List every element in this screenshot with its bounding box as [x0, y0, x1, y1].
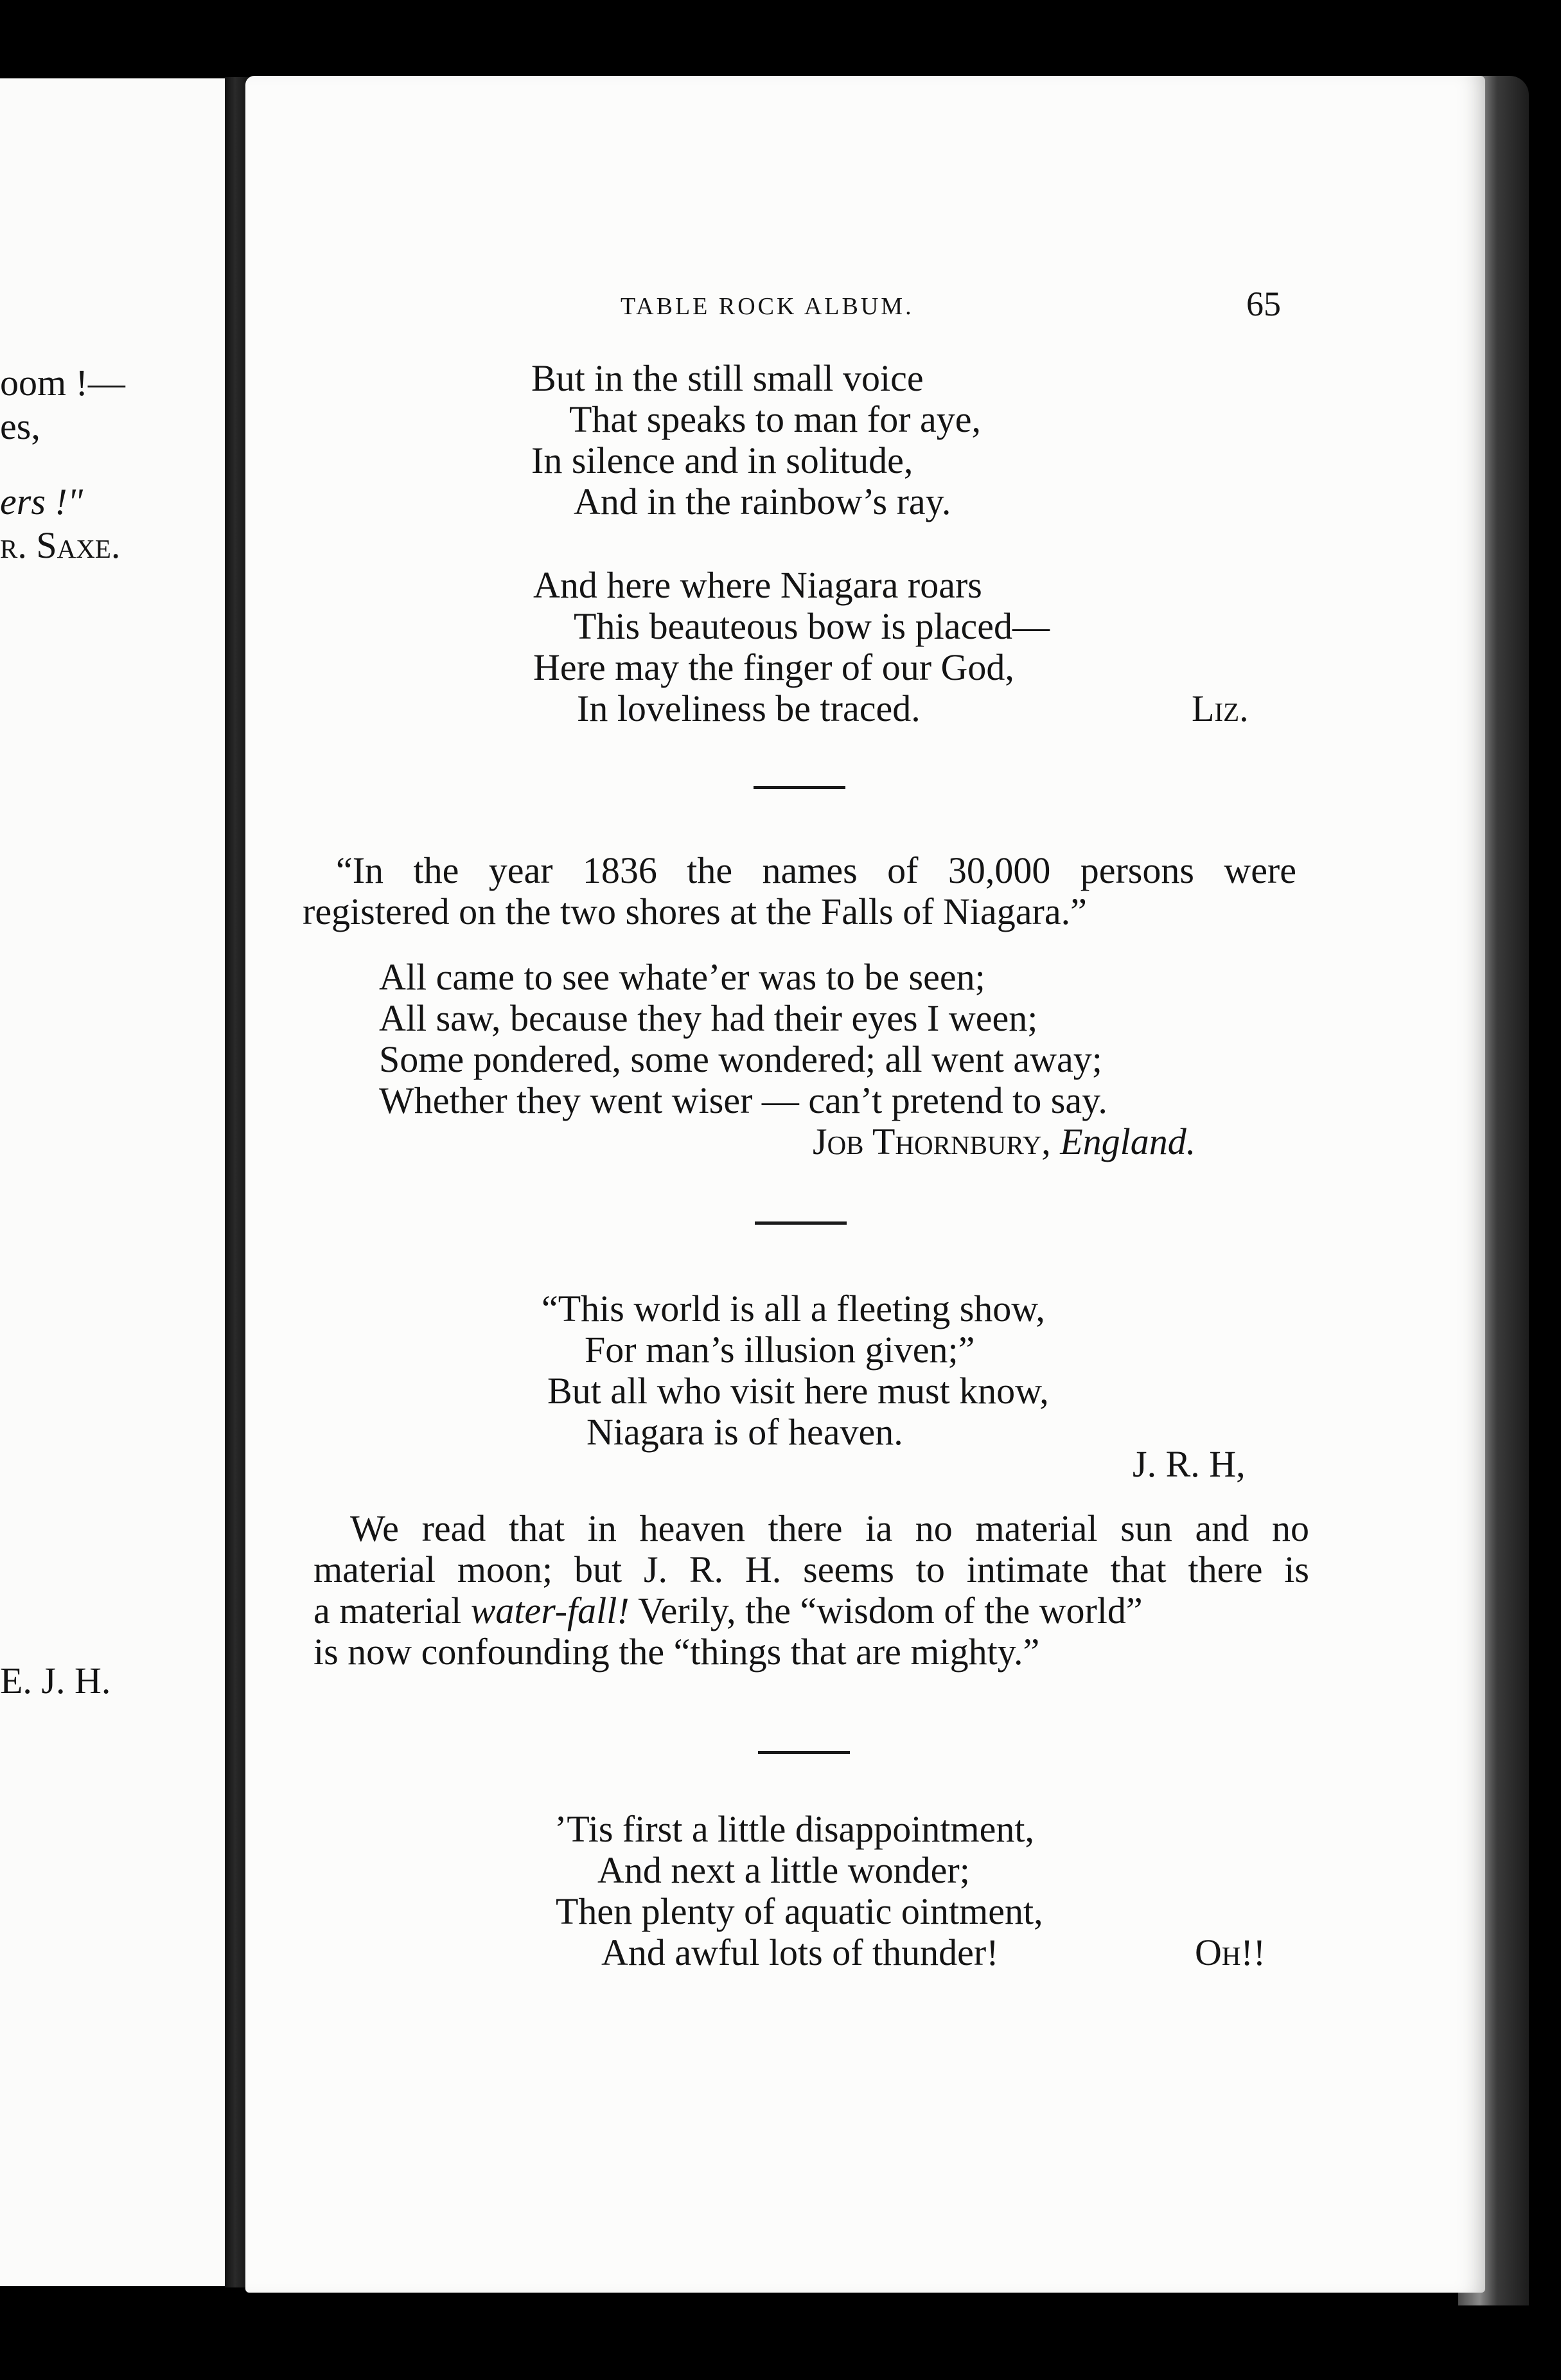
verse2-signature — [813, 1123, 1195, 1160]
prose-line-3-end: Verily, the “wisdom of the world” — [638, 1590, 1143, 1631]
poem1-line-3: In silence and in solitude, — [531, 440, 913, 481]
verse3-signature: J. R. H, — [1133, 1443, 1246, 1485]
verse3-line-3: But all who visit here must know, — [547, 1370, 1049, 1412]
section-divider — [754, 786, 845, 789]
left-fragment-1: oom !— — [0, 362, 125, 404]
poem1-line-6: This beauteous bow is placed— — [574, 605, 1050, 647]
verse3-line-1: “This world is all a fleeting show, — [542, 1288, 1045, 1329]
left-fragment-3: ers !" — [0, 481, 84, 522]
page-number: 65 — [1246, 285, 1281, 323]
quote-line-2: registered on the two shores at the Falls of Niagara.” — [303, 891, 1087, 932]
left-fragment-2: es, — [0, 405, 40, 447]
verse4-line-2: And next a little wonder; — [597, 1849, 970, 1891]
verse3-line-2: For man’s illusion given;” — [585, 1329, 975, 1371]
poem1-line-4: And in the rainbow’s ray. — [574, 481, 951, 522]
prose-line-3-start: a material — [313, 1590, 462, 1631]
verse2-line-3: Some pondered, some wondered; all went away; — [379, 1038, 1102, 1080]
verse4-line-1: ’Tis first a little disappointment, — [554, 1808, 1035, 1850]
poem1-line-7: Here may the finger of our God, — [533, 646, 1014, 688]
running-title: TABLE ROCK ALBUM. — [621, 293, 914, 320]
verse4-signature: Oh!! — [1195, 1932, 1266, 1973]
poem1-signature: Liz. — [1192, 688, 1249, 729]
poem1-line-5: And here where Niagara roars — [533, 564, 982, 606]
prose-line-2: material moon; but J. R. H. seems to intimate that there is — [313, 1549, 1309, 1590]
verse4-line-4: And awful lots of thunder! — [601, 1932, 999, 1973]
left-fragment-4: r. Saxe. — [0, 524, 121, 566]
verse4-line-3: Then plenty of aquatic ointment, — [556, 1890, 1043, 1932]
signature-place: England. — [1060, 1121, 1196, 1162]
prose-line-3 — [313, 1592, 1143, 1630]
poem1-line-2: That speaks to man for aye, — [569, 398, 982, 440]
poem1-line-8: In loveliness be traced. — [577, 688, 921, 729]
left-fragment-5: E. J. H. — [0, 1660, 111, 1701]
quote-line-1: “In the year 1836 the names of 30,000 persons were — [336, 849, 1296, 891]
signature-name: Job Thornbury, — [813, 1121, 1051, 1162]
prose-line-3-italic: water-fall! — [470, 1590, 630, 1631]
prose-line-4: is now confounding the “things that are mighty.” — [313, 1631, 1040, 1673]
poem1-line-1: But in the still small voice — [531, 357, 924, 399]
previous-page-fragment — [0, 78, 227, 2286]
verse3-line-4: Niagara is of heaven. — [586, 1411, 903, 1453]
verse2-line-2: All saw, because they had their eyes I ween; — [379, 997, 1038, 1039]
prose-line-1: We read that in heaven there ia no material sun and no — [350, 1507, 1309, 1549]
verse2-line-4: Whether they went wiser — can’t pretend to say. — [379, 1079, 1107, 1121]
section-divider — [755, 1221, 847, 1225]
section-divider — [758, 1751, 850, 1754]
verse2-line-1: All came to see whate’er was to be seen; — [379, 956, 985, 998]
